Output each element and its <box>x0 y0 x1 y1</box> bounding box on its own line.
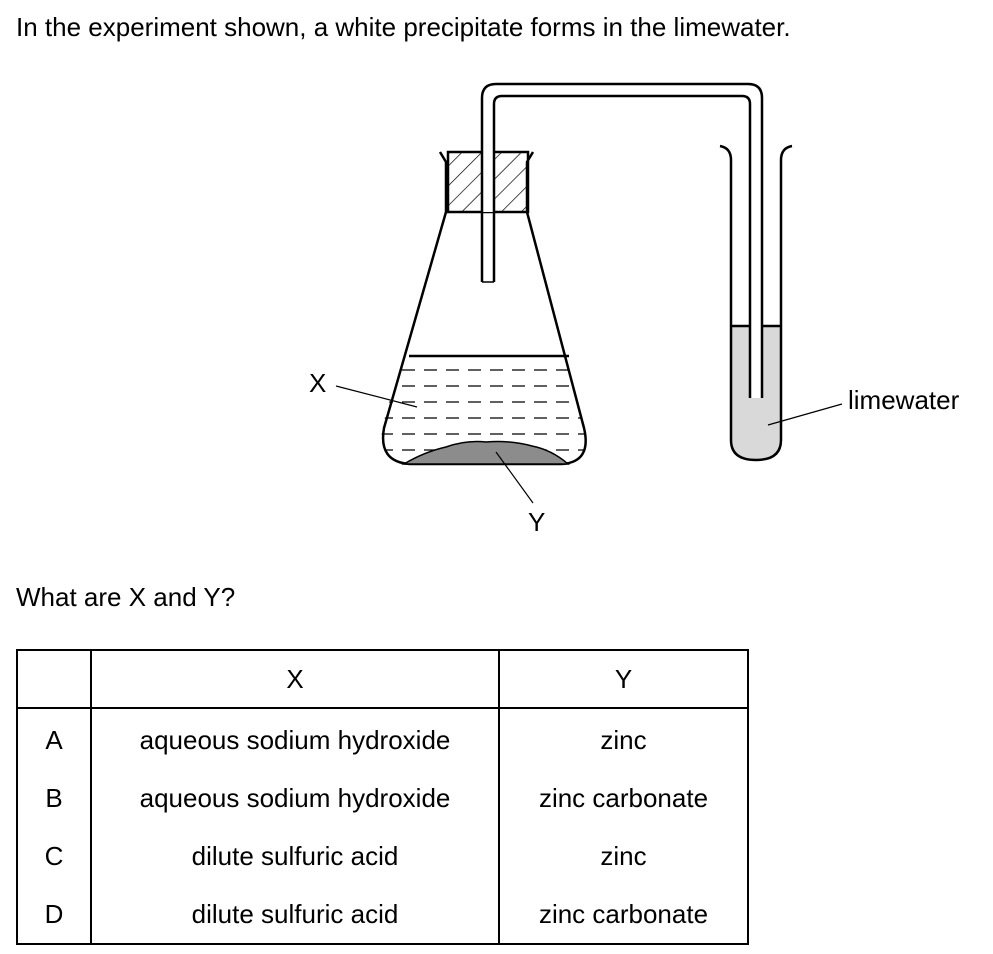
solid-y <box>404 442 568 465</box>
option-y-value: zinc carbonate <box>538 782 709 813</box>
header-blank <box>17 650 91 708</box>
header-x: X <box>91 650 499 708</box>
option-x-value: dilute sulfuric acid <box>91 885 499 944</box>
option-x-value: aqueous sodium hydroxide <box>91 769 499 827</box>
option-x-value: aqueous sodium hydroxide <box>91 708 499 769</box>
option-letter: A <box>17 708 91 769</box>
leader-line-x <box>336 386 417 407</box>
option-row-d[interactable] <box>17 885 748 944</box>
option-y-value: zinc <box>600 840 647 871</box>
option-letter: D <box>17 885 91 944</box>
header-y: Y <box>499 650 748 708</box>
label-y: Y <box>528 507 546 537</box>
test-tube <box>720 146 792 460</box>
liquid-x <box>380 356 600 450</box>
option-row-b[interactable] <box>17 769 748 827</box>
option-y-value: zinc <box>600 724 647 755</box>
question-prompt: What are X and Y? <box>16 582 236 612</box>
delivery-tube <box>482 84 762 398</box>
label-limewater: limewater <box>848 385 960 415</box>
answer-options-table <box>16 649 749 945</box>
option-y-value: zinc carbonate <box>538 898 709 929</box>
option-letter: B <box>17 769 91 827</box>
option-x-value: dilute sulfuric acid <box>91 827 499 885</box>
table-header-row <box>17 650 748 708</box>
option-row-c[interactable] <box>17 827 748 885</box>
question-stem: In the experiment shown, a white precipitate forms in the limewater. <box>16 12 791 42</box>
label-limewater-group <box>768 385 960 425</box>
label-x: X <box>309 368 327 398</box>
option-row-a[interactable] <box>17 708 748 769</box>
option-letter: C <box>17 827 91 885</box>
